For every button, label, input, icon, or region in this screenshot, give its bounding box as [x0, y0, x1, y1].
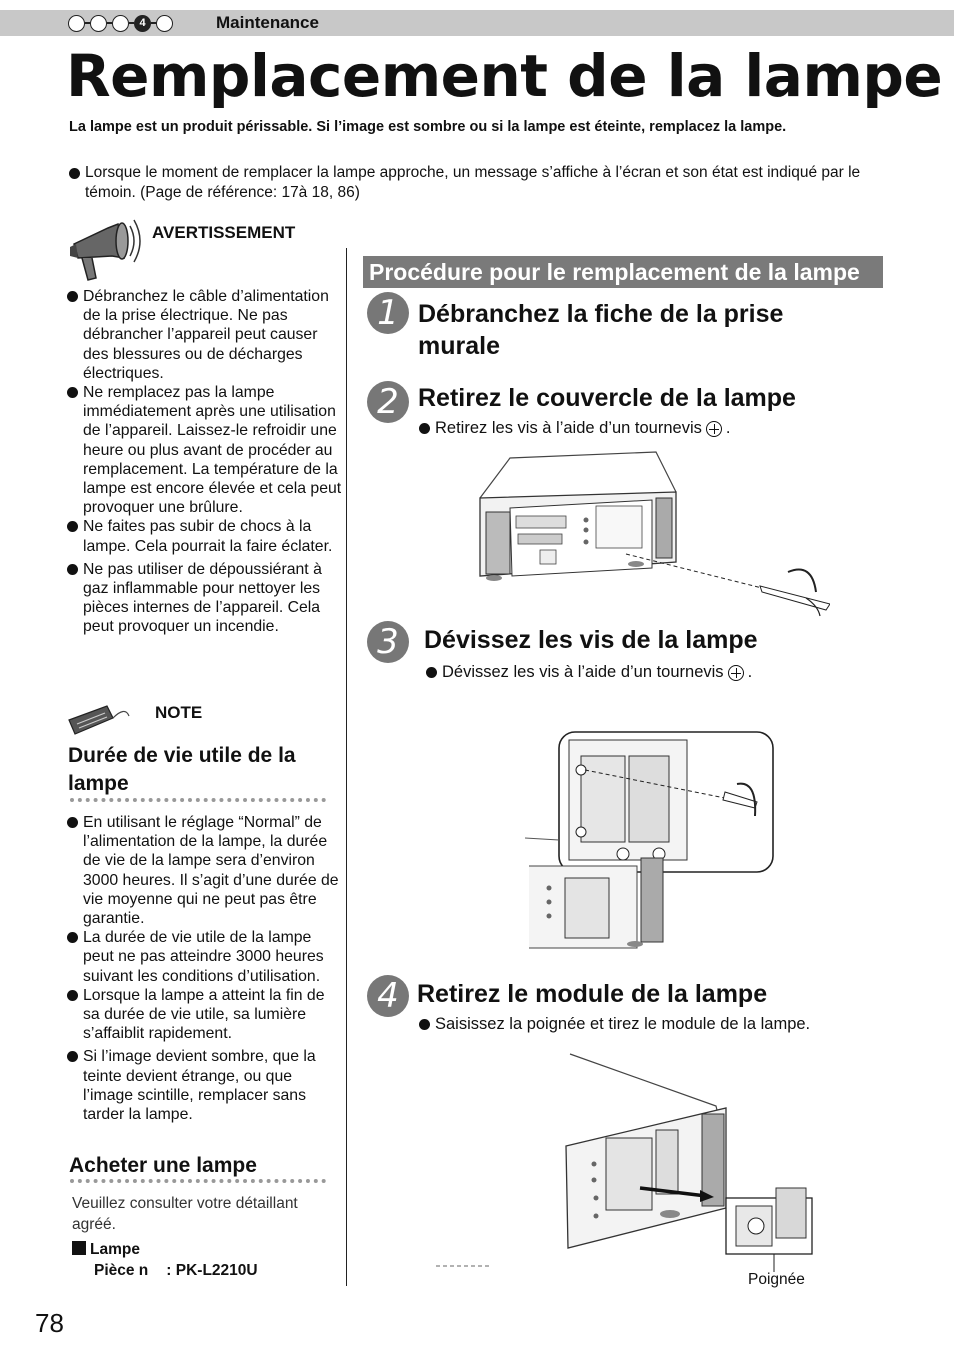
dotted-divider	[70, 798, 326, 802]
intro-bold: La lampe est un produit périssable. Si l’image est sombre ou si la lampe est éteinte, remplacez la lampe.	[69, 119, 787, 135]
intro-note	[69, 163, 879, 203]
step-dot	[156, 15, 173, 32]
step-title: Débranchez la fiche de la prise murale	[418, 300, 784, 360]
lamp-part-number: Pièce n : PK-L2210U	[94, 1262, 258, 1279]
warning-list	[67, 287, 342, 637]
step-number: 4	[367, 975, 409, 1017]
intro-note-text: Lorsque le moment de remplacer la lampe approche, un message s’affiche à l’écran et son état est indiqué par le témoin. (Page de référence: 17à 18, 86)	[85, 164, 861, 201]
step-dot	[112, 15, 129, 32]
list-item: Ne pas utiliser de dépoussiérant à gaz inflammable pour nettoyer les pièces internes de l’appareil. Cela peut provoquer un incendie.	[67, 560, 342, 637]
step-title: Dévissez les vis de la lampe	[424, 626, 758, 654]
lamp-life-heading: Durée de vie utile de la lampe	[68, 744, 296, 795]
lamp-life-list	[67, 813, 342, 1124]
step-instruction: Saisissez la poignée et tirez le module de la lampe.	[419, 1015, 810, 1034]
step-instruction: Retirez les vis à l’aide d’un tournevis .	[419, 419, 730, 438]
bullet-icon	[69, 168, 80, 179]
section-label: Maintenance	[216, 13, 319, 32]
phillips-screwdriver-icon	[706, 421, 722, 437]
step-dot	[90, 15, 107, 32]
step-number: 2	[367, 381, 409, 423]
step-number: 3	[367, 621, 409, 663]
projector-rear-illustration	[420, 450, 830, 620]
page-number: 78	[35, 1308, 64, 1338]
lamp-screws-illustration	[525, 728, 777, 950]
step-dot-current: 4	[134, 15, 151, 32]
page-title: Remplacement de la lampe	[66, 42, 943, 110]
phillips-screwdriver-icon	[728, 665, 744, 681]
lamp-module-removal-illustration	[430, 1048, 820, 1272]
pencil-note-icon	[67, 702, 131, 736]
list-item: Ne faites pas subir de chocs à la lampe. Cela pourrait la faire éclater.	[67, 517, 342, 555]
step-dot	[68, 15, 85, 32]
lamp-label: Lampe	[72, 1241, 140, 1259]
step-title: Retirez le module de la lampe	[417, 980, 768, 1008]
megaphone-icon	[66, 214, 148, 282]
handle-label: Poignée	[748, 1271, 805, 1288]
step-title: Retirez le couvercle de la lampe	[418, 384, 796, 412]
step-indicator	[68, 14, 173, 32]
buy-heading: Acheter une lampe	[69, 1154, 257, 1177]
step-number: 1	[367, 292, 409, 334]
column-divider	[346, 248, 347, 1286]
list-item: La durée de vie utile de la lampe peut ne pas atteindre 3000 heures suivant les conditions d’utilisation.	[67, 928, 342, 986]
list-item: En utilisant le réglage “Normal” de l’alimentation de la lampe, la durée de vie de la lampe sera d’environ 3000 heures. Il s’agit d’une durée de vie moyenne qui ne peut pas être garantie.	[67, 813, 342, 928]
note-label: NOTE	[155, 703, 203, 722]
list-item: Si l’image devient sombre, que la teinte devient étrange, ou que l’image scintille, remplacer sans tarder la lampe.	[67, 1047, 342, 1124]
list-item: Lorsque la lampe a atteint la fin de sa durée de vie utile, sa lumière s’affaiblit rapidement.	[67, 986, 342, 1044]
square-bullet-icon	[72, 1241, 86, 1255]
warning-label: AVERTISSEMENT	[152, 223, 296, 242]
procedure-heading: Procédure pour le remplacement de la lampe	[363, 256, 883, 288]
buy-text: Veuillez consulter votre détaillant agréé.	[72, 1195, 298, 1233]
list-item: Ne remplacez pas la lampe immédiatement après une utilisation de l’appareil. Laissez-le refroidir une heure ou plus avant de procéder au remplacement. La température de la lampe est encore élevée et cela peut provoquer une brûlure.	[67, 383, 342, 517]
step-instruction: Dévissez les vis à l’aide d’un tournevis .	[426, 663, 752, 682]
list-item: Débranchez le câble d’alimentation de la prise électrique. Ne pas débrancher l’appareil peut causer des blessures ou de décharges électriques.	[67, 287, 342, 383]
dotted-divider	[70, 1179, 326, 1183]
